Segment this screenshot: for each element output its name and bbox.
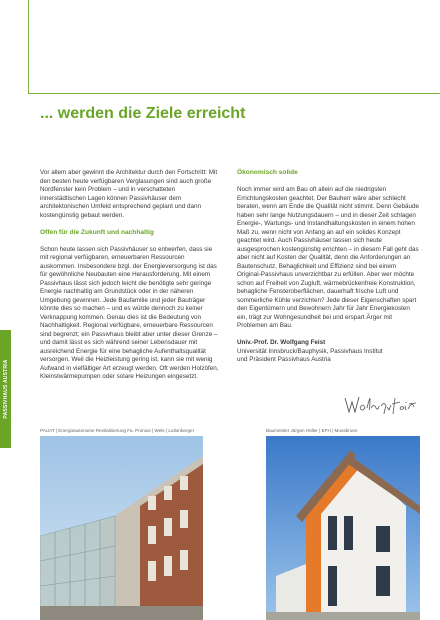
section-heading-economic: Ökonomisch solide <box>237 169 298 176</box>
right-text-column <box>237 169 419 365</box>
author-affiliation-line2: und Präsident Passivhaus Austria <box>237 356 331 363</box>
body-paragraph-future: Schon heute lassen sich Passivhäuser so entwerfen, dass sie mit regional verfügbaren, erneuerbaren Ressourcen auskommen. Insbesondere bzgl. der Energieversorgung ist das für gewöhnliche Neubauten eine Herausforderung. Mit einem Passivhaus lässt sich jedoch leicht die benötigte sehr geringe Energie nachhaltig am Grundstück oder in der näheren Umgebung gewinnen. Jede Baufamilie und jeder Bauträger könnte dies so machen – und es würde dennoch zu keiner Verknappung kommen. Genau dies ist die Bedeutung von Nachhaltigkeit. Regional verfügbare, erneuerbare Ressourcen sind begrenzt; ein Passivhaus bleibt aber unter dieser Grenze – und damit lässt es sich während seiner Lebensdauer mit ausreichend Energie für eine behagliche Aufenthaltsqualität versorgen. Weil die Heizleistung gering ist, kann sie mit wenig Aufwand in vielfältiger Art erzeugt werden. Oft werden Holzöfen, Kleinstwärmepumpen oder solare Heizungen eingesetzt. <box>40 245 219 380</box>
side-tab-label: PASSIVHAUS AUSTRIA <box>2 359 9 419</box>
header-horizontal-rule <box>28 93 440 94</box>
photo-orange-house <box>266 436 420 620</box>
body-paragraph-economic: Noch immer wird am Bau oft allein auf die niedrigsten Errichtungskosten geachtet. Der Bauherr wäre aber schlecht beraten, wenn am Ende die Qualität nicht stimmt. Denn Gebäude haben sehr lange Nutzungsdauern – und in dieser Zeit schlagen Energie-, Wartungs- und Instandhaltungskosten in einem hohen Maß zu, wenn nicht von Anfang an auf ein solides Konzept geachtet wird. Auch Passivhäuser lassen sich heute ausgesprochen kostengünstig errichten – in diesem Fall geht das aber nicht auf Kosten der Qualität, denn die Anforderungen an Bautenschutz, Behaglichkeit und Effizienz sind bei einem Original-Passivhaus unverzichtbar zu erfüllen. Aber wer möchte schon auf Freiheit von Zugluft, wärmebrückenfreie Konstruktion, behagliche Fensteroberflächen, dauerhaft frische Luft und sommerliche Kühle verzichten? Jede dieser Eigenschaften spart den Eigentümern und Bewohnern Jahr für Jahr Energiekosten ein, trägt zur Wohngesundheit bei und erspart Ärger mit Problemen am Bau. <box>237 186 420 329</box>
photo-caption-right: Baumeister Jürgen Höller | EFH | Moosbrunn <box>266 428 358 433</box>
author-block <box>237 339 419 365</box>
intro-paragraph: Vor allem aber gewinnt die Architektur durch den Fortschritt: Mit den besten heute verfügbaren Verglasungen sind auch große Nordfenster kein Problem – und in verschatteten innerstädtischen Lagen können Passivhäuser dem architektonischen Umfeld entsprechend geplant und dann kostengünstig gebaut werden. <box>40 169 218 219</box>
section-heading-future: Offen für die Zukunft und nachhaltig <box>40 228 154 236</box>
side-tab <box>0 330 11 448</box>
photo-caption-left: PAUAT | Energieautonome Revitalisierung Fa. Pronius | Wels | Lutlonberger <box>40 428 195 433</box>
author-name: Univ.-Prof. Dr. Wolfgang Feist <box>237 339 326 346</box>
photo-industrial-building <box>40 436 203 620</box>
handwritten-signature <box>343 392 421 418</box>
top-left-vertical-rule <box>28 0 29 93</box>
page-title: ... werden die Ziele erreicht <box>40 105 246 122</box>
left-text-column <box>40 169 222 390</box>
author-affiliation-line1: Universität Innsbruck/Bauphysik, Passivhaus Institut <box>237 347 383 355</box>
